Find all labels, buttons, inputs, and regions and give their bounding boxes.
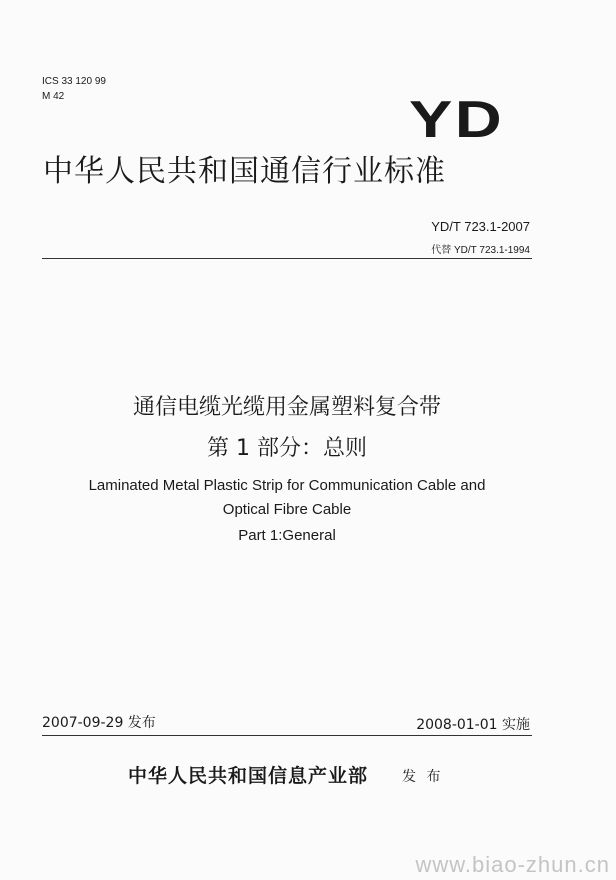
document-title-en-line2: Optical Fibre Cable <box>222 501 352 518</box>
document-title-cn-line1: 通信电缆光缆用金属塑料复合带 <box>132 395 441 420</box>
publish-label: 发 布 <box>402 769 444 785</box>
document-title-cn-line2: 第 1 部分：总则 <box>207 436 367 461</box>
implementation-date: 2008-01-01 实施 <box>416 717 530 733</box>
standard-category-title: 中华人民共和国通信行业标准 <box>43 154 446 189</box>
watermark-text: www.biao-zhun.cn <box>415 852 610 877</box>
classification-code: M 42 <box>42 91 65 102</box>
yd-logo: YD <box>408 91 504 149</box>
top-divider <box>42 258 532 259</box>
issue-date: 2007-09-29 发布 <box>42 715 156 731</box>
standard-number: YD/T 723.1-2007 <box>431 219 530 234</box>
ics-code-block <box>42 74 106 104</box>
ics-code: ICS 33 120 99 <box>42 76 106 87</box>
document-title-en-line1: Laminated Metal Plastic Strip for Communication Cable and <box>88 477 486 494</box>
publisher: 中华人民共和国信息产业部 <box>128 765 369 787</box>
bottom-divider <box>42 735 532 736</box>
replaces-standard: 代替 YD/T 723.1-1994 <box>431 245 530 256</box>
document-title-en-line3: Part 1:General <box>238 527 336 544</box>
